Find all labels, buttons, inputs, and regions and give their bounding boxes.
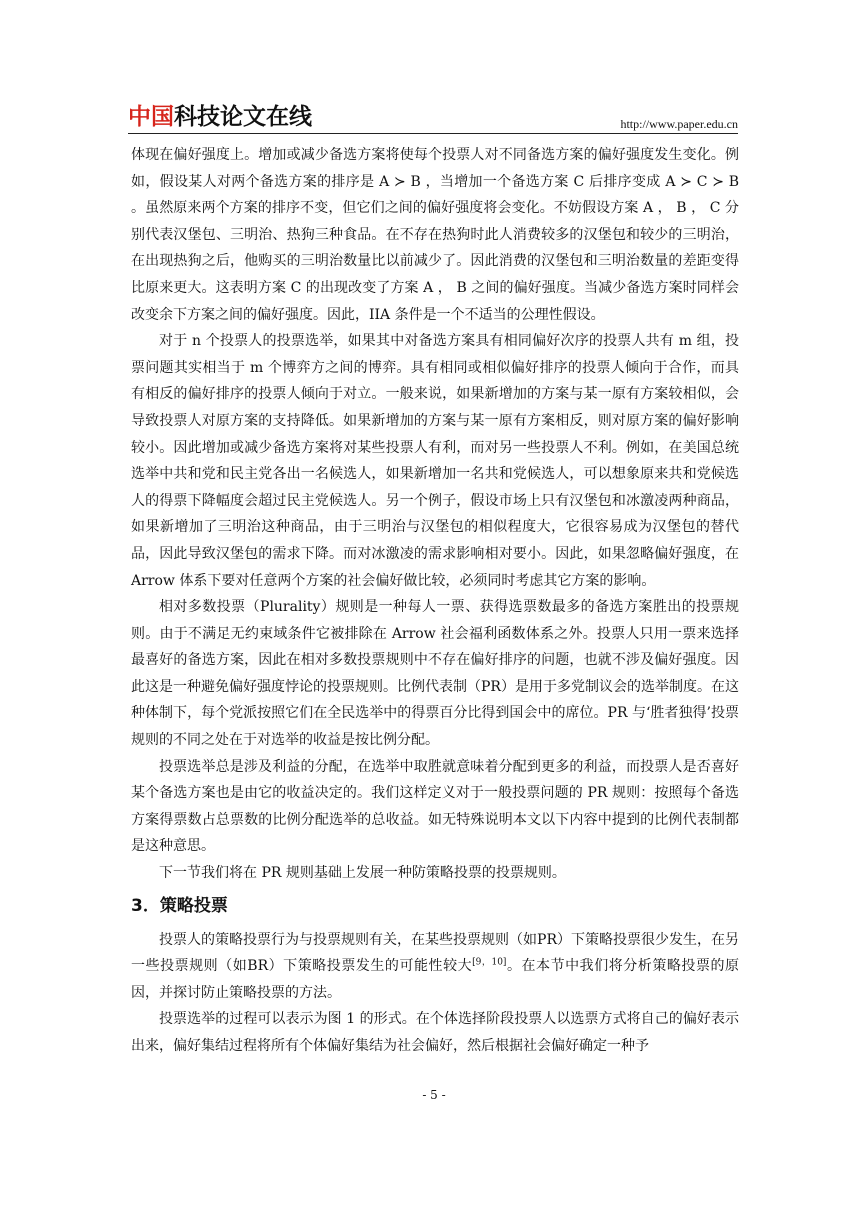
site-logo	[128, 103, 312, 131]
paragraph-1: 体现在偏好强度上。增加或减少备选方案将使每个投票人对不同备选方案的偏好强度发生变化。例如，假设某人对两个备选方案的排序是 A ≻ B ，当增加一个备选方案 C 后排序变成 A ≻ C ≻ B 。虽然原来两个方案的排序不变，但它们之间的偏好强度将会变化。不妨假设方案 A ， B ， C 分别代表汉堡包、三明治、热狗三种食品。在不存在热狗时此人消费较多的汉堡包和较少的三明治，在出现热狗之后，他购买的三明治数量比以前减少了。因此消费的汉堡包和三明治数量的差距变得比原来更大。这表明方案 C 的出现改变了方案 A ， B 之间的偏好强度。当减少备选方案时同样会改变余下方案之间的偏好强度。因此，IIA 条件是一个不适当的公理性假设。	[131, 147, 739, 323]
header-url[interactable]: http://www.paper.edu.cn	[620, 117, 738, 131]
paragraph-6-text-end: 。在本节中我们将分析策略投票的原因，并探讨防止策略投票的方法。	[131, 958, 740, 1001]
citation-ref: [9，10]	[472, 957, 507, 968]
paragraph-2: 对于 n 个投票人的投票选举，如果其中对备选方案具有相同偏好次序的投票人共有 m 组，投票问题其实相当于 m 个博弈方之间的博弈。具有相同或相似偏好排序的投票人倾向于合作，而具有相反的偏好排序的投票人倾向于对立。一般来说，如果新增加的方案与某一原有方案较相似，会导致投票人对原方案的支持降低。如果新增加的方案与某一原有方案相反，则对原方案的偏好影响较小。因此增加或减少备选方案将对某些投票人有利，而对另一些投票人不利。例如，在美国总统选举中共和党和民主党各出一名候选人，如果新增加一名共和党候选人，可以想象原来共和党候选人的得票下降幅度会超过民主党候选人。另一个例子，假设市场上只有汉堡包和冰激凌两种商品，如果新增加了三明治这种商品，由于三明治与汉堡包的相似程度大，它很容易成为汉堡包的替代品，因此导致汉堡包的需求下降。而对冰激凌的需求影响相对要小。因此，如果忽略偏好强度，在 Arrow 体系下要对任意两个方案的社会偏好做比较，必须同时考虑其它方案的影响。	[131, 333, 739, 589]
paragraph-6	[131, 927, 739, 1007]
section-heading: 3．策略投票	[131, 895, 228, 916]
header-rule	[128, 133, 738, 134]
logo-part1: 中国	[128, 104, 174, 130]
page-number: - 5 -	[422, 1088, 446, 1102]
paragraph-5: 下一节我们将在 PR 规则基础上发展一种防策略投票的投票规则。	[159, 865, 566, 882]
paragraph-4: 投票选举总是涉及利益的分配，在选举中取胜就意味着分配到更多的利益，而投票人是否喜好某个备选方案也是由它的收益决定的。我们这样定义对于一般投票问题的 PR 规则：按照每个备选方案得票数占总票数的比例分配选举的总收益。如无特殊说明本文以下内容中提到的比例代表制都是这种意思。	[131, 758, 739, 855]
paragraph-7: 投票选举的过程可以表示为图 1 的形式。在个体选择阶段投票人以选票方式将自己的偏好表示出来，偏好集结过程将所有个体偏好集结为社会偏好，然后根据社会偏好确定一种予	[131, 1011, 739, 1054]
page-content	[131, 142, 739, 1060]
logo-part2: 科技论文在线	[174, 104, 312, 130]
paragraph-6-text: 投票人的策略投票行为与投票规则有关，在某些投票规则（如PR）下策略投票很少发生，在另一些投票规则（如BR）下策略投票发生的可能性较大	[131, 931, 739, 975]
paragraph-3: 相对多数投票（Plurality）规则是一种每人一票、获得选票数最多的备选方案胜出的投票规则。由于不满足无约束域条件它被排除在 Arrow 社会福利函数体系之外。投票人只用一票来选择最喜好的备选方案，因此在相对多数投票规则中不存在偏好排序的问题，也就不涉及偏好强度。因此这是一种避免偏好强度悖论的投票规则。比例代表制（PR）是用于多党制议会的选举制度。在这种体制下，每个党派按照它们在全民选举中的得票百分比得到国会中的席位。PR 与‘胜者独得’投票规则的不同之处在于对选举的收益是按比例分配。	[131, 599, 739, 749]
